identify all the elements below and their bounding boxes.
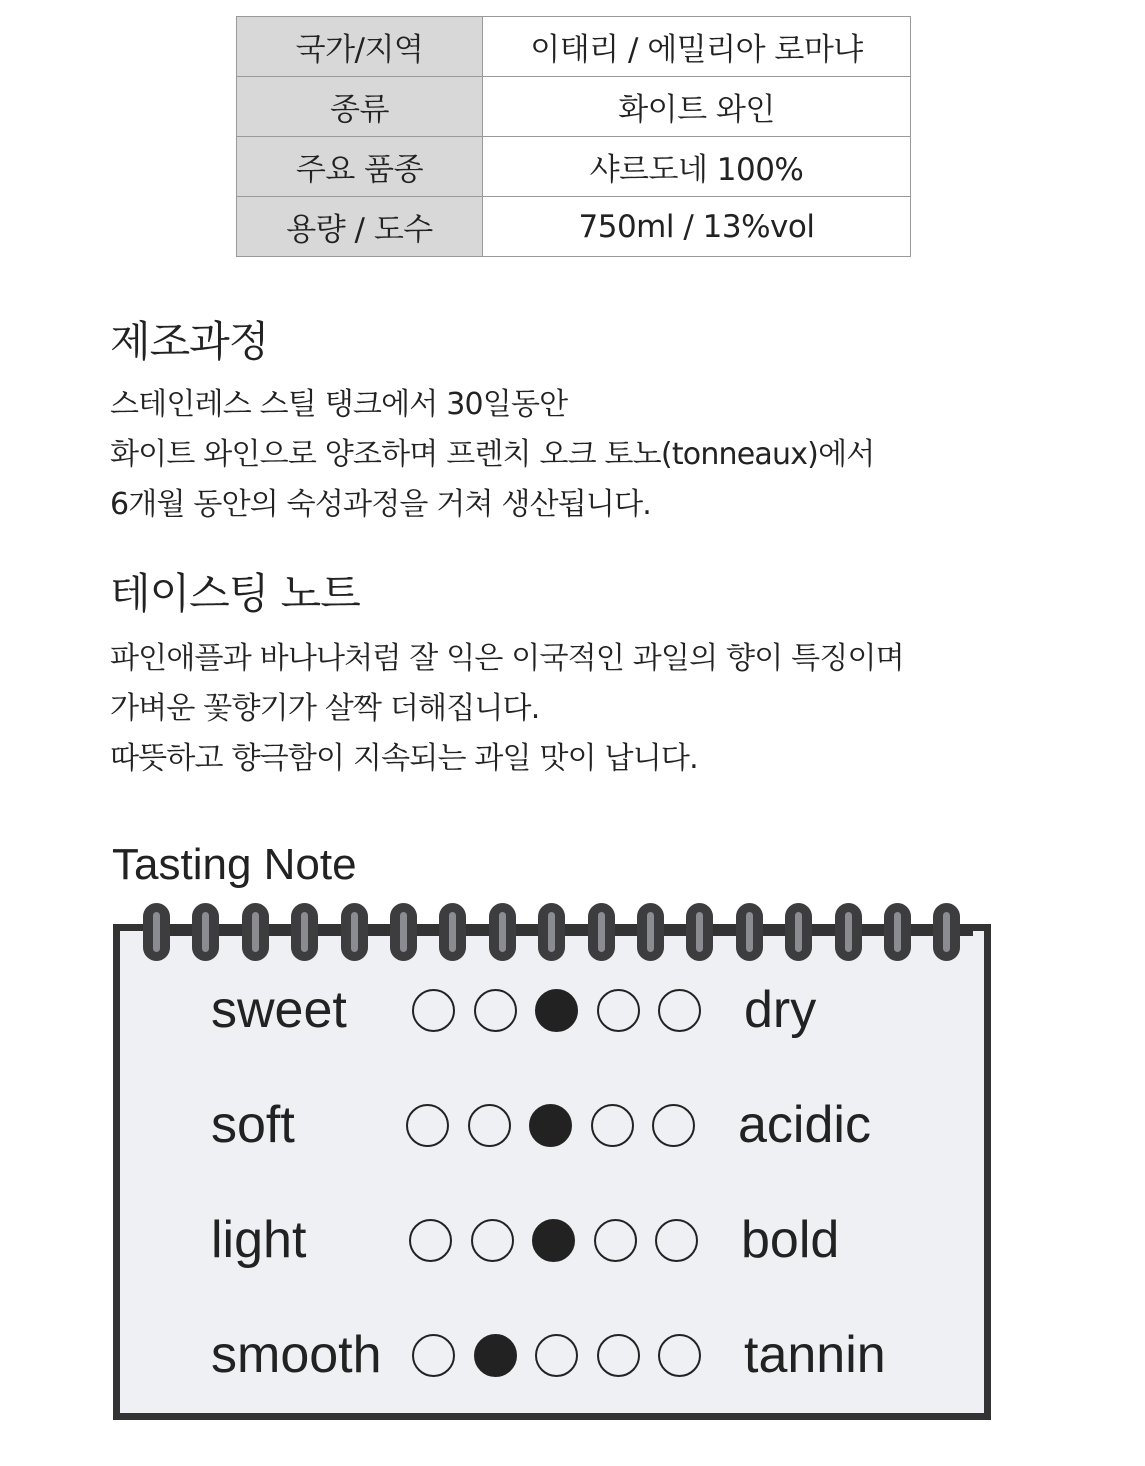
spiral-ring [143,903,170,961]
spec-value: 이태리 / 에밀리아 로마냐 [483,17,911,77]
tasting-scale-row [0,975,1145,1045]
spiral-ring [341,903,368,961]
process-section [110,316,1070,530]
spec-row-type [237,77,911,137]
spec-key: 주요 품종 [237,137,483,197]
spec-value: 샤르도네 100% [483,137,911,197]
tasting-text [110,634,1070,784]
spec-key: 국가/지역 [237,17,483,77]
process-line: 스테인레스 스틸 탱크에서 30일동안 [110,387,568,422]
spiral-ring [439,903,466,961]
scale-dot-empty [474,989,517,1032]
spec-key: 용량 / 도수 [237,197,483,257]
scale-dot-empty [471,1219,514,1262]
scale-dot-empty [468,1104,511,1147]
spiral-ring [192,903,219,961]
spiral-ring [933,903,960,961]
scale-dot-empty [652,1104,695,1147]
spiral-ring [637,903,664,961]
process-text [110,380,1070,530]
spec-row-grape [237,137,911,197]
spiral-ring [835,903,862,961]
scale-left-label: light [211,1211,307,1269]
scale-dot-empty [412,989,455,1032]
process-title: 제조과정 [110,317,269,366]
scale-dot-filled [535,989,578,1032]
tasting-line: 가벼운 꽃향기가 살짝 더해집니다. [110,691,540,726]
scale-left-label: sweet [211,981,347,1039]
spiral-ring [686,903,713,961]
scale-dot-empty [658,1334,701,1377]
tasting-line: 파인애플과 바나나처럼 잘 익은 이국적인 과일의 향이 특징이며 [110,641,904,676]
scale-dot-filled [532,1219,575,1262]
scale-dot-empty [655,1219,698,1262]
scale-right-label: bold [741,1211,840,1269]
tasting-title: 테이스팅 노트 [110,569,360,618]
scale-dot-empty [597,989,640,1032]
scale-right-label: dry [744,981,817,1039]
scale-dot-filled [474,1334,517,1377]
scale-dot-empty [594,1219,637,1262]
scale-dot-empty [591,1104,634,1147]
spiral-ring [291,903,318,961]
spec-value: 화이트 와인 [483,77,911,137]
scale-right-label: tannin [744,1326,886,1384]
spiral-ring [538,903,565,961]
spiral-ring [242,903,269,961]
spec-table [236,16,911,257]
scale-dot-empty [409,1219,452,1262]
tasting-scale-row [0,1320,1145,1390]
scale-dot-empty [412,1334,455,1377]
spec-row-volume [237,197,911,257]
spiral-ring [588,903,615,961]
tasting-scale-row [0,1090,1145,1160]
tasting-line: 따뜻하고 향극함이 지속되는 과일 맛이 납니다. [110,741,698,776]
spiral-ring [736,903,763,961]
tasting-section [110,568,1070,784]
notebook-spiral-rings [143,903,973,963]
spec-value: 750ml / 13%vol [483,197,911,257]
scale-dot-empty [597,1334,640,1377]
tasting-scale-row [0,1205,1145,1275]
spiral-ring [785,903,812,961]
scale-right-label: acidic [738,1096,871,1154]
process-line: 화이트 와인으로 양조하며 프렌치 오크 토노(tonneaux)에서 [110,437,875,472]
spiral-ring [884,903,911,961]
scale-dot-empty [406,1104,449,1147]
scale-left-label: smooth [211,1326,382,1384]
spec-key: 종류 [237,77,483,137]
spiral-ring [390,903,417,961]
spec-row-region [237,17,911,77]
spiral-ring [489,903,516,961]
scale-left-label: soft [211,1096,295,1154]
process-line: 6개월 동안의 숙성과정을 거쳐 생산됩니다. [110,487,652,522]
tasting-note-title: Tasting Note [112,840,357,889]
scale-dot-filled [529,1104,572,1147]
scale-dot-empty [535,1334,578,1377]
scale-dot-empty [658,989,701,1032]
